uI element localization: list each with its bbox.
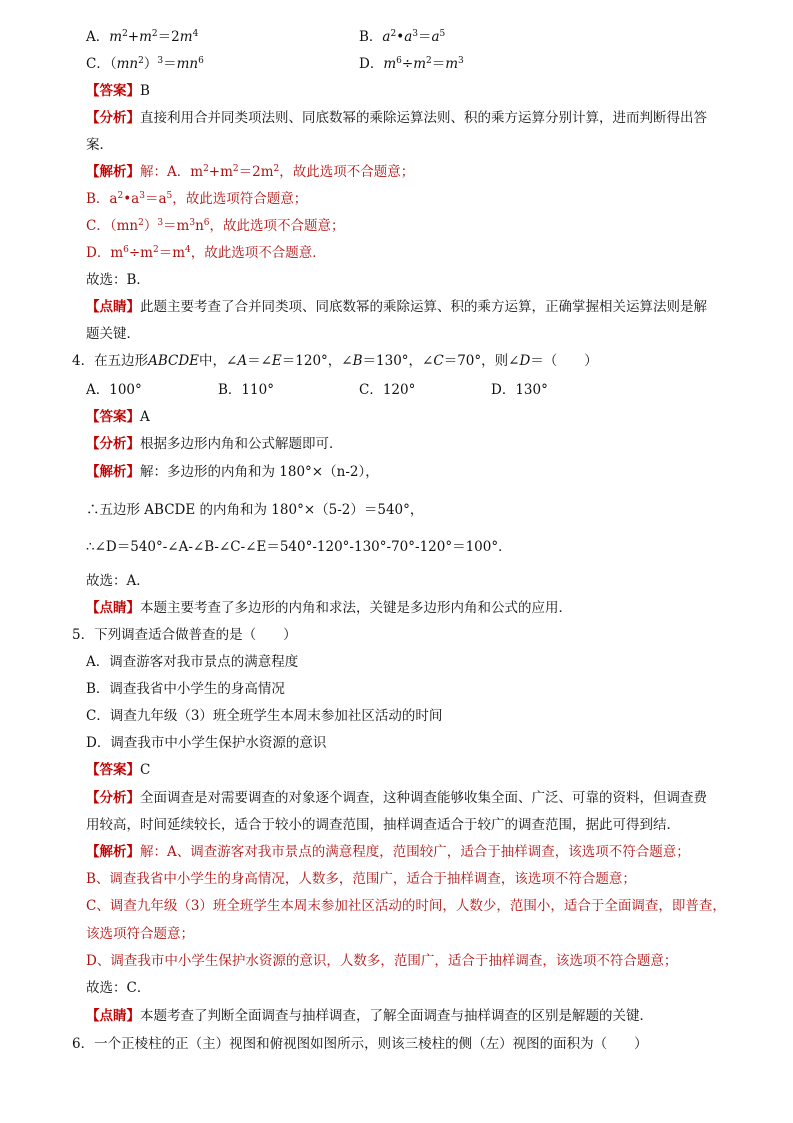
q3-option-d: D．$m^6\div m^2=m^3$ (359, 56, 464, 72)
q5-option-c: C．调查九年级（3）班全班学生本周末参加社区活动的时间 (86, 708, 443, 724)
comment-tag: 【点睛】 (86, 299, 140, 315)
q4-option-c: C．120° (359, 382, 416, 398)
q3-option-b: B．$a^2•a^3=a^5$ (359, 29, 446, 45)
q3-answer: 【答案】B (86, 83, 150, 99)
q3-choose: 故选：B． (86, 272, 150, 288)
q3-analysis-line-2: 案． (86, 137, 113, 153)
q3-option-a: A．$m^2+m^2=2m^4$ (86, 29, 199, 45)
q5-solution-line-3: C、调查九年级（3）班全班学生本周末参加社区活动的时间，人数少，范围小，适合于全面调查，即普查， (86, 898, 726, 914)
q3-option-c: C．$(mn^2)^3=mn^6$ (86, 56, 204, 72)
q3-comment-line-1: 【点睛】此题主要考查了合并同类项、同底数幂的乘除运算、积的乘方运算，正确掌握相关运算法则是解 (86, 299, 707, 315)
q3-solution-c: C．$(mn^2)^3=m^3n^6$，故此选项不合题意； (86, 218, 345, 234)
q4-solution-line-3: ∴∠D＝540°-∠A-∠B-∠C-∠E＝540°-120°-130°-70°-120°＝100°． (86, 539, 512, 555)
q4-solution-line-2: ∴五边形 ABCDE 的内角和为 180°×（5-2）＝540°， (86, 502, 424, 518)
q4-comment: 【点睛】本题主要考查了多边形的内角和求法，关键是多边形内角和公式的应用． (86, 600, 572, 616)
solution-tag: 【解析】 (86, 164, 140, 180)
q4-analysis: 【分析】根据多边形内角和公式解题即可． (86, 436, 343, 452)
q5-analysis-line-2: 用较高，时间延续较长，适合于较小的调查范围，抽样调查适合于较广的调查范围，据此可得到结． (86, 817, 680, 833)
q4-option-d: D．130° (491, 382, 548, 398)
q6-stem: 6．一个正棱柱的正（主）视图和俯视图如图所示，则该三棱柱的侧（左）视图的面积为（ ） (72, 1036, 648, 1052)
q5-option-a: A．调查游客对我市景点的满意程度 (86, 654, 299, 670)
q4-option-a: A．100° (86, 382, 142, 398)
answer-tag: 【答案】 (86, 83, 140, 99)
q5-choose: 故选：C． (86, 980, 151, 996)
q4-choose: 故选：A． (86, 573, 150, 589)
q5-option-d: D．调查我市中小学生保护水资源的意识 (86, 735, 327, 751)
q5-solution-line-1: 【解析】解：A、调查游客对我市景点的满意程度，范围较广，适合于抽样调查，该选项不符合题意； (86, 844, 690, 860)
q5-answer: 【答案】C (86, 762, 151, 778)
q3-comment-line-2: 题关键． (86, 326, 140, 342)
q4-stem: 4．在五边形ABCDE中，∠A＝∠E＝120°，∠B＝130°，∠C＝70°，则∠D＝（ ） (72, 353, 598, 369)
q5-solution-line-5: D、调查我市中小学生保护水资源的意识，人数多，范围广，适合于抽样调查，该选项不符合题意； (86, 953, 678, 969)
q5-comment: 【点睛】本题考查了判断全面调查与抽样调查，了解全面调查与抽样调查的区别是解题的关键． (86, 1008, 653, 1024)
analysis-tag: 【分析】 (86, 110, 140, 126)
q3-solution-a: 【解析】解：A．$m^2+m^2=2m^2$，故此选项不合题意； (86, 164, 415, 180)
q3-solution-d: D．$m^6\div m^2=m^4$，故此选项不合题意． (86, 245, 326, 261)
q4-option-b: B．110° (218, 382, 274, 398)
q5-stem: 5．下列调查适合做普查的是（ ） (72, 627, 297, 643)
q4-answer: 【答案】A (86, 409, 150, 425)
q3-analysis-line-1: 【分析】直接利用合并同类项法则、同底数幂的乘除运算法则、积的乘方运算分别计算，进而判断得出答 (86, 110, 707, 126)
q5-analysis-line-1: 【分析】全面调查是对需要调查的对象逐个调查，这种调查能够收集全面、广泛、可靠的资料，但调查费 (86, 790, 707, 806)
q5-option-b: B．调查我省中小学生的身高情况 (86, 681, 285, 697)
q5-solution-line-2: B、调查我省中小学生的身高情况，人数多，范围广，适合于抽样调查，该选项不符合题意； (86, 871, 636, 887)
q4-solution-line-1: 【解析】解：多边形的内角和为 180°×（n-2）， (86, 464, 379, 480)
q3-solution-b: B．$a^2•a^3=a^5$，故此选项符合题意； (86, 191, 308, 207)
q5-solution-line-4: 该选项符合题意； (86, 926, 194, 942)
